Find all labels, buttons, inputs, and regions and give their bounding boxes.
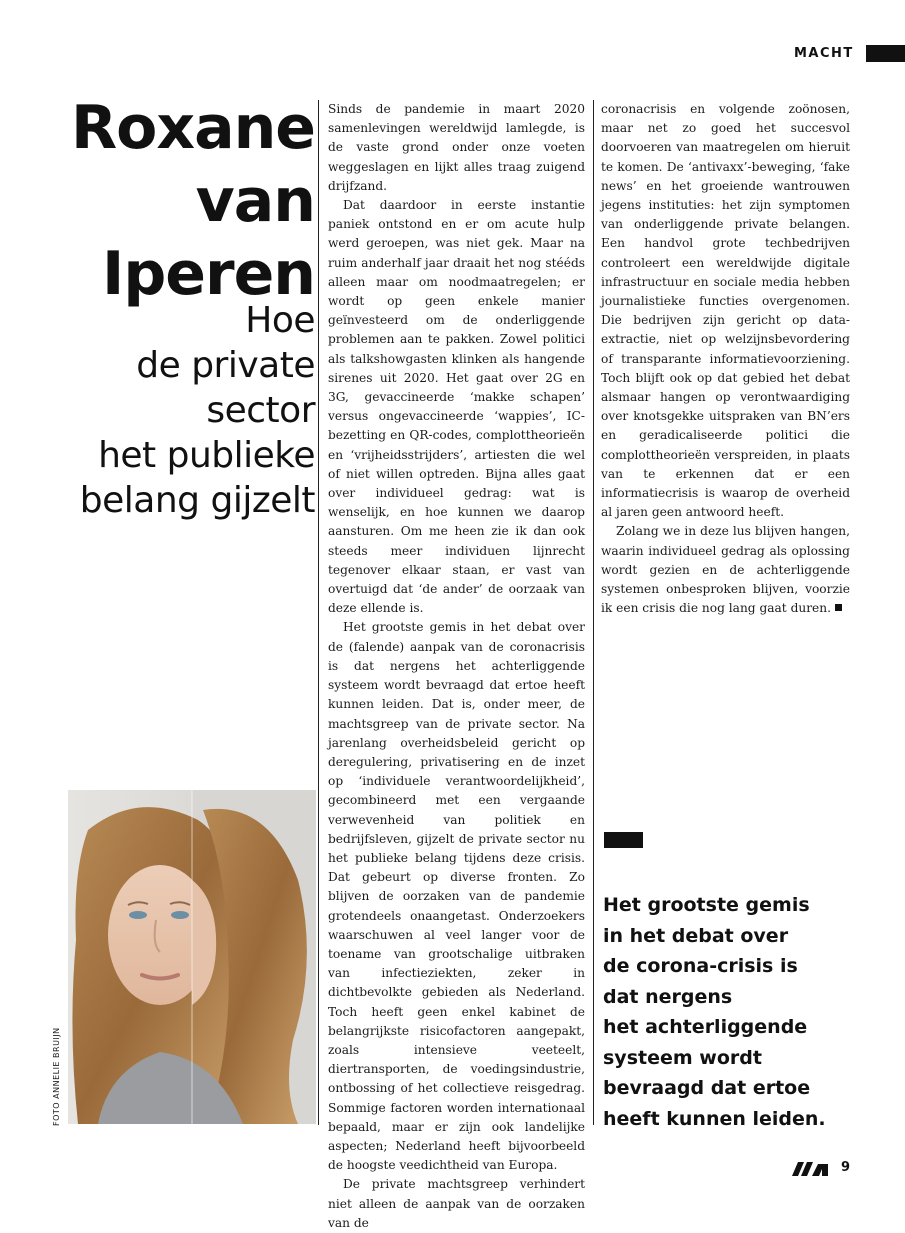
pull-quote	[603, 890, 903, 1134]
author-name-line: van	[195, 166, 315, 236]
article-headline	[40, 298, 315, 523]
pullquote-line: in het debat over	[603, 924, 789, 947]
page-number: 9	[841, 1160, 851, 1175]
headline-line: de private	[136, 345, 315, 386]
article-column-1	[328, 100, 585, 1233]
article-column-2	[601, 100, 850, 618]
pullquote-line: de corona-crisis is	[603, 955, 798, 977]
body-paragraph: De private machtsgreep verhindert niet alleen de aanpak van de oorzaken van de	[328, 1177, 585, 1230]
headline-line: Hoe	[245, 300, 315, 341]
pullquote-line: Het grootste gemis	[603, 894, 810, 916]
pullquote-line: systeem wordt	[603, 1046, 762, 1069]
author-name	[40, 92, 315, 311]
section-marker-bar	[866, 45, 905, 62]
section-label: MACHT	[794, 46, 854, 61]
pullquote-line: het achterliggende	[603, 1016, 808, 1038]
pullquote-marker-bar	[604, 832, 643, 848]
author-portrait-photo	[68, 790, 316, 1124]
end-of-article-mark	[835, 604, 842, 611]
photo-credit: FOTO ANNELIE BRUIJN	[52, 1027, 61, 1126]
author-name-line: Iperen	[102, 239, 315, 309]
headline-line: belang gijzelt	[79, 480, 315, 521]
final-paragraph-text: Zolang we in deze lus blijven hangen, waarin individueel gedrag als oplossing wordt gezien en de achterliggende systemen onbesproken blijven, voorzie ik een crisis die nog lang gaat duren.	[601, 524, 850, 616]
author-name-line: Roxane	[70, 93, 315, 163]
headline-line: sector	[206, 390, 315, 431]
pullquote-line: bevraagd dat ertoe	[603, 1077, 811, 1099]
column-divider	[318, 100, 319, 1125]
column-divider	[593, 100, 594, 1125]
pullquote-line: heeft kunnen leiden.	[603, 1107, 826, 1130]
body-paragraph: Het grootste gemis in het debat over de (falende) aanpak van de coronacrisis is dat nergens het achterliggende systeem wordt bevraagd dat ertoe heeft kunnen leiden. Dat is, onder meer, de machtsgreep van de private sector. Na jarenlang overheidsbeleid gericht op deregulering, privatisering en de inzet op ‘individuele verantwoordelijkheid’, gecombineerd met een vergaande verwevenheid van politiek en bedrijfsleven, gijzelt de private sector nu het publieke belang tijdens deze crisis. Dat gebeurt op diverse fronten. Zo blijven de oorzaken van de pandemie grotendeels onaangetast. Onderzoekers waarschuwen al veel langer voor de toename van grootschalige uitbraken van infectieziekten, zeker in dichtbevolkte gebieden als Nederland. Toch heeft geen enkel kabinet de belangrijkste risicofactoren aangepakt, zoals intensieve veeteelt, diertransporten, de voedingsindustrie, ontbossing of het collectieve reisgedrag. Sommige factoren worden internationaal bepaald, maar er zijn ook landelijke aspecten; Nederland heeft bijvoorbeeld de hoogste veedichtheid van Europa.	[328, 620, 585, 1173]
portrait-icon	[68, 790, 316, 1124]
pullquote-line: dat nergens	[603, 985, 733, 1008]
body-paragraph: coronacrisis en volgende zoönosen, maar net zo goed het succesvol doorvoeren van maatregelen om hieruit te komen. De ‘antivaxx’-beweging, ‘fake news’ en het groeiende wantrouwen jegens instituties: het zijn symptomen van onderliggende private belangen. Een handvol grote techbedrijven controleert een wereldwijde digitale infrastructuur en sociale media hebben journalistieke functies overgenomen. Die bedrijven zijn gericht op data-extractie, niet op welzijnsbevordering of transparante informatievoorziening. Toch blijft ook op dat gebied het debat alsmaar hangen op verontwaardiging over knotsgekke uitspraken van BN’ers en geradicaliseerde politici die complottheorieën verspreiden, in plaats van te erkennen dat er een informatiecrisis is waarop de overheid al jaren geen antwoord heeft.	[601, 102, 850, 520]
body-paragraph: Dat daardoor in eerste instantie paniek ontstond en er om acute hulp werd geroepen, was niet gek. Maar na ruim anderhalf jaar draait het nog stééds alleen maar om noodmaatregelen; er wordt op geen enkele manier geïnvesteerd om de onderliggende problemen aan te pakken. Zowel politici als talkshowgasten klinken als hangende sirenes uit 2020. Het gaat over 2G en 3G, gevaccineerde ‘makke schapen’ versus ongevaccineerde ‘wappies’, IC-bezetting en QR-codes, complottheorieën en ‘vrijheidsstrijders’, artiesten die wel of niet willen optreden. Bijna alles gaat over individueel gedrag: wat is wenselijk, en hoe kunnen we daarop aansturen. Om me heen zie ik dan ook steeds meer individuen lijnrecht tegenover elkaar staan, er vast van overtuigd dat ‘de ander’ de oorzaak van deze ellende is.	[328, 198, 585, 616]
magazine-logo-icon	[792, 1162, 828, 1176]
headline-line: het publieke	[98, 435, 315, 476]
body-paragraph: Sinds de pandemie in maart 2020 samenlevingen wereldwijd lamlegde, is de vaste grond onder onze voeten weggeslagen en lijkt alles traag zuigend drijfzand.	[328, 102, 585, 193]
body-paragraph-final	[601, 522, 850, 618]
